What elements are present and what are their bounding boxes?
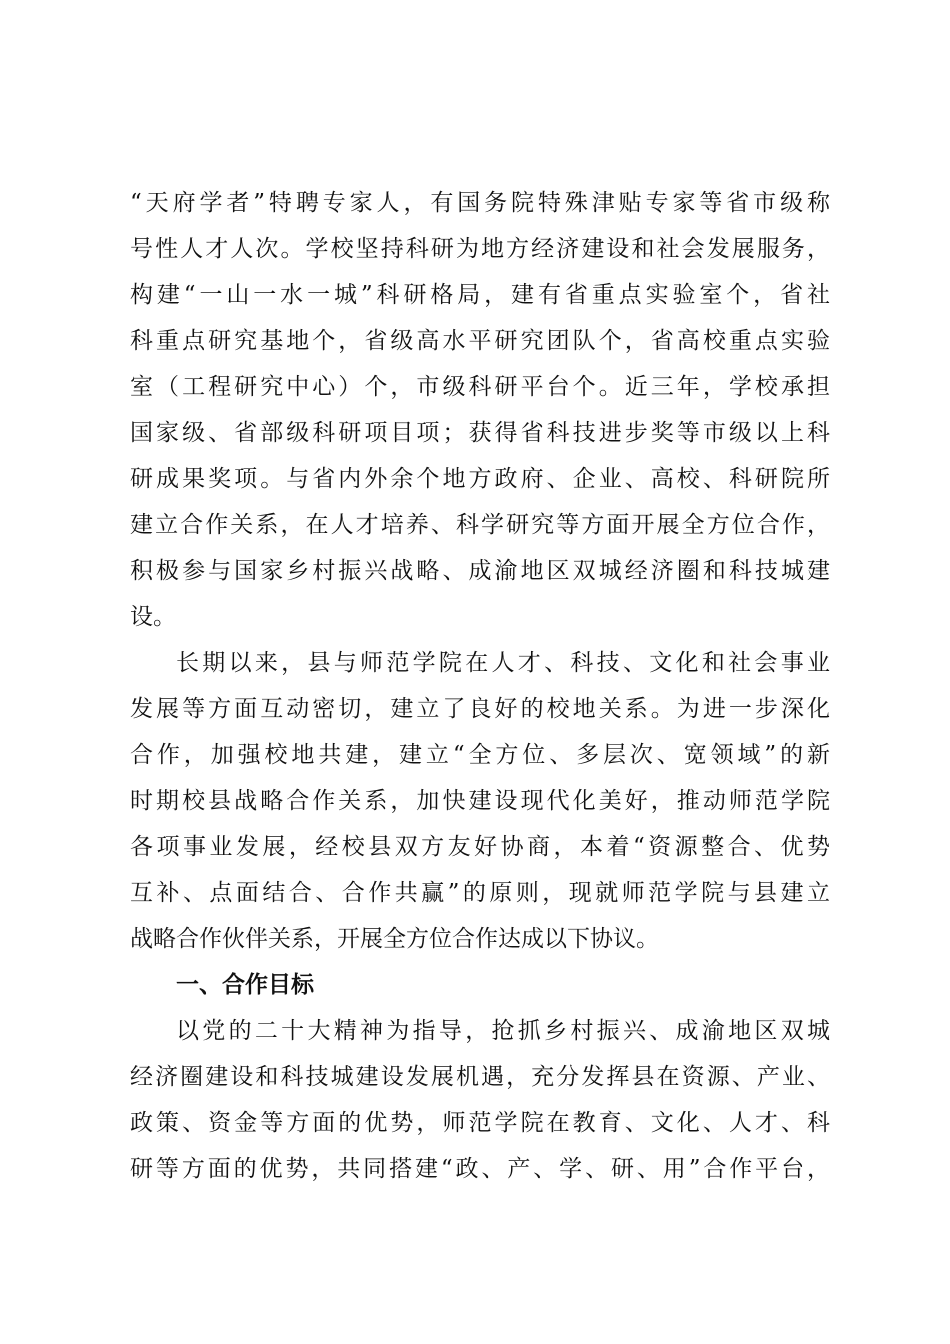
paragraph-line: 合作，加强校地共建，建立“全方位、多层次、宽领域”的新 [130, 742, 830, 768]
document-body [130, 180, 830, 1192]
paragraph-line: 室（工程研究中心）个，市级科研平台个。近三年，学校承担 [130, 374, 830, 400]
paragraph-line: 号性人才人次。学校坚持科研为地方经济建设和社会发展服务， [130, 236, 830, 262]
paragraph-line: 以党的二十大精神为指导，抢抓乡村振兴、成渝地区双城 [176, 1018, 830, 1044]
paragraph-line: 时期校县战略合作关系，加快建设现代化美好，推动师范学院 [130, 788, 830, 814]
paragraph-line: 研成果奖项。与省内外余个地方政府、企业、高校、科研院所 [130, 466, 830, 492]
paragraph-line: 科重点研究基地个，省级高水平研究团队个，省高校重点实验 [130, 328, 830, 354]
paragraph-line: 设。 [130, 604, 176, 630]
paragraph-line: 各项事业发展，经校县双方友好协商，本着“资源整合、优势 [130, 834, 830, 860]
paragraph-line: 国家级、省部级科研项目项；获得省科技进步奖等市级以上科 [130, 420, 830, 446]
paragraph-line: 建立合作关系，在人才培养、科学研究等方面开展全方位合作， [130, 512, 830, 538]
paragraph-line: “天府学者”特聘专家人，有国务院特殊津贴专家等省市级称 [130, 190, 830, 216]
paragraph-line: 发展等方面互动密切，建立了良好的校地关系。为进一步深化 [130, 696, 830, 722]
paragraph-line: 经济圈建设和科技城建设发展机遇，充分发挥县在资源、产业、 [130, 1064, 830, 1090]
paragraph-line: 战略合作伙伴关系，开展全方位合作达成以下协议。 [130, 926, 659, 952]
paragraph-line: 研等方面的优势，共同搭建“政、产、学、研、用”合作平台， [130, 1156, 830, 1182]
paragraph-line: 长期以来，县与师范学院在人才、科技、文化和社会事业 [176, 650, 830, 676]
section-heading: 一、合作目标 [176, 972, 314, 998]
paragraph-line: 互补、点面结合、合作共赢”的原则，现就师范学院与县建立 [130, 880, 830, 906]
paragraph-line: 积极参与国家乡村振兴战略、成渝地区双城经济圈和科技城建 [130, 558, 830, 584]
paragraph-line: 政策、资金等方面的优势，师范学院在教育、文化、人才、科 [130, 1110, 830, 1136]
paragraph-line: 构建“一山一水一城”科研格局，建有省重点实验室个，省社 [130, 282, 830, 308]
